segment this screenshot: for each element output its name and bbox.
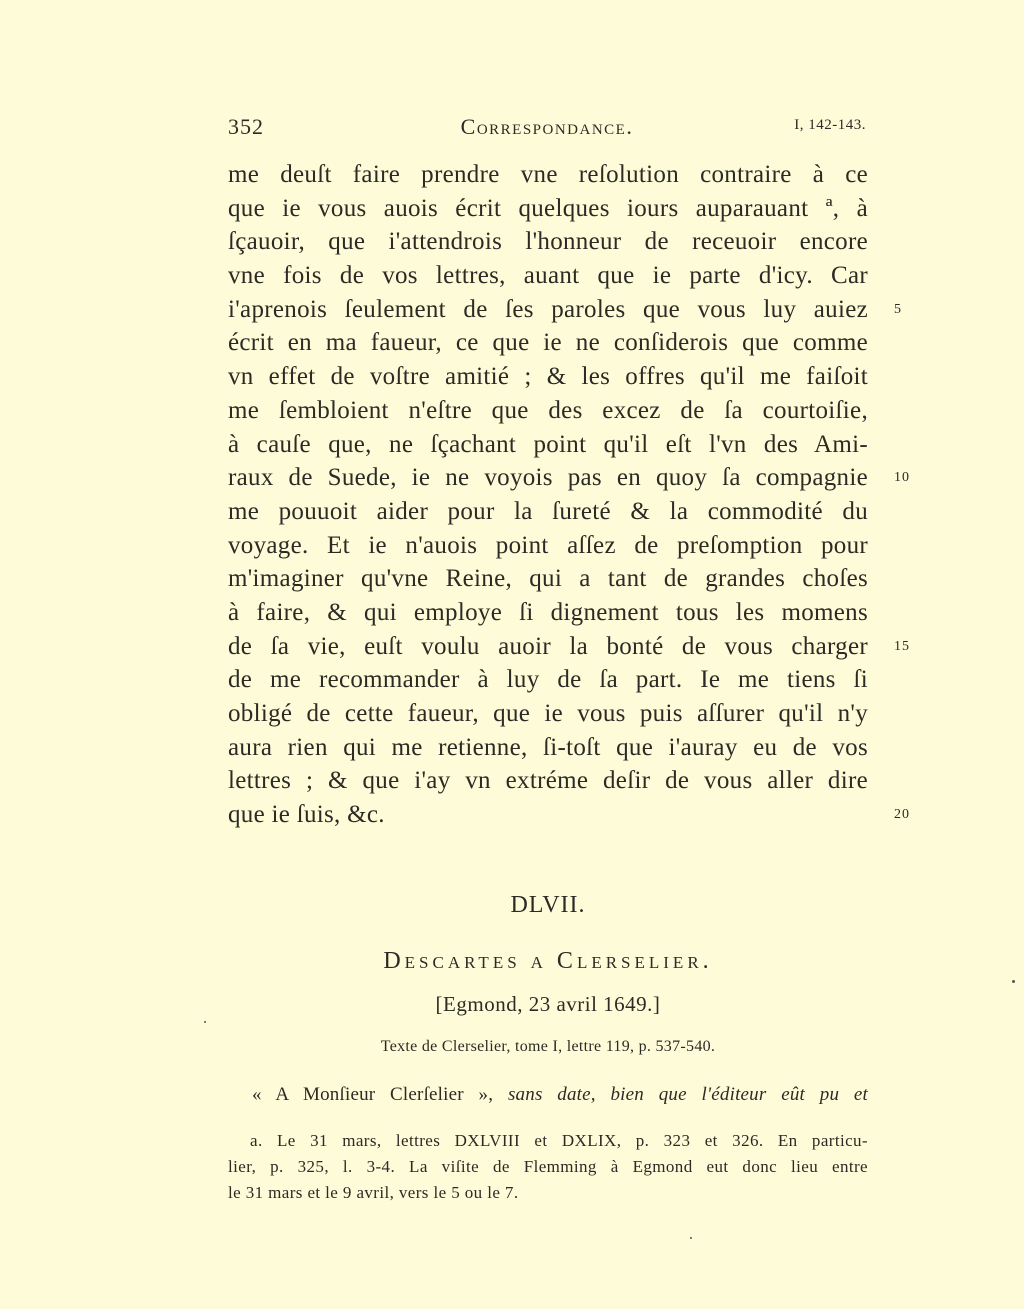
- letter-date: [Egmond, 23 avril 1649.]: [435, 992, 661, 1016]
- text-line: vn effet de voſtre amitié ; & les offres qu'il me faiſoit: [228, 363, 868, 391]
- text-line: à faire, & qui employe ſi dignement tous les momens: [228, 598, 868, 626]
- page-reference: I, 142-143.: [794, 117, 866, 133]
- text-line: que ie ſuis, &c. 20: [228, 798, 868, 832]
- intro-italic-text: sans date, bien que l'éditeur eût pu et: [507, 1084, 869, 1105]
- text-line: de me recommander à luy de ſa part. Ie me tiens ſi: [228, 666, 868, 694]
- text-line: lettres ; & que i'ay vn extréme deſir de vous aller dire: [228, 767, 868, 795]
- running-header: [228, 114, 866, 144]
- text-line: ſçauoir, que i'attendrois l'honneur de receuoir encore: [228, 228, 868, 256]
- footnote-line: a. Le 31 mars, lettres DXLVIII et DXLIX, p. 323 et 326. En particu-: [250, 1131, 868, 1150]
- paper-speck: [204, 1021, 206, 1023]
- text-line: me pouuoit aider pour la ſureté & la commodité du: [228, 497, 868, 525]
- text-line: de ſa vie, euſt voulu auoir la bonté de vous charger 15: [228, 630, 868, 664]
- text-line: me deuſt faire prendre vne reſolution contraire à ce: [228, 161, 868, 188]
- source-note: Texte de Clerselier, tome I, lettre 119, p. 537-540.: [380, 1038, 716, 1055]
- text-line: à cauſe que, ne ſçachant point qu'il eſt l'vn des Ami-: [228, 430, 868, 458]
- footnote-line: lier, p. 325, l. 3-4. La viſite de Flemming à Egmond eut donc lieu entre: [228, 1157, 868, 1176]
- footnote: [228, 1128, 868, 1206]
- addressee: « A Monſieur Clerſelier »,: [252, 1084, 494, 1105]
- text-line: vne fois de vos lettres, auant que ie parte d'icy. Car: [228, 262, 868, 290]
- text-line: obligé de cette faueur, que ie vous puis aſſurer qu'il n'y: [228, 700, 868, 727]
- text-line: voyage. Et ie n'auois point aſſez de preſomption pour: [228, 531, 868, 559]
- paper-speck: [690, 1237, 692, 1239]
- text-line: raux de Suede, ie ne voyois pas en quoy ſa compagnie 10: [228, 461, 868, 495]
- line-number: 20: [894, 807, 910, 823]
- page-number: 352: [228, 114, 264, 139]
- line-number: 15: [894, 638, 910, 654]
- text-line: me ſembloient n'eſtre que des excez de ſa courtoiſie,: [228, 396, 868, 424]
- letter-title: Descartes a Clerselier.: [383, 948, 713, 974]
- line-number: 5: [894, 301, 902, 317]
- paper-speck: [1012, 980, 1015, 983]
- text-line: m'imaginer qu'vne Reine, qui a tant de grandes choſes: [228, 565, 868, 593]
- text-line: écrit en ma faueur, ce que ie ne conſiderois que comme: [228, 329, 868, 357]
- text-line: que ie vous auois écrit quelques iours auparauant ª, à: [228, 194, 868, 222]
- letter-intro: [228, 1084, 868, 1106]
- letter-body-text: [228, 158, 910, 832]
- footnote-line: le 31 mars et le 9 avril, vers le 5 ou le 7.: [228, 1183, 519, 1202]
- running-title: Correspondance.: [460, 114, 634, 139]
- line-number: 10: [894, 470, 910, 486]
- letter-number: DLVII.: [510, 892, 586, 918]
- text-line: aura rien qui me retienne, ſi-toſt que i'auray eu de vos: [228, 733, 868, 761]
- text-line: i'aprenois ſeulement de ſes paroles que vous luy auiez 5: [228, 293, 868, 327]
